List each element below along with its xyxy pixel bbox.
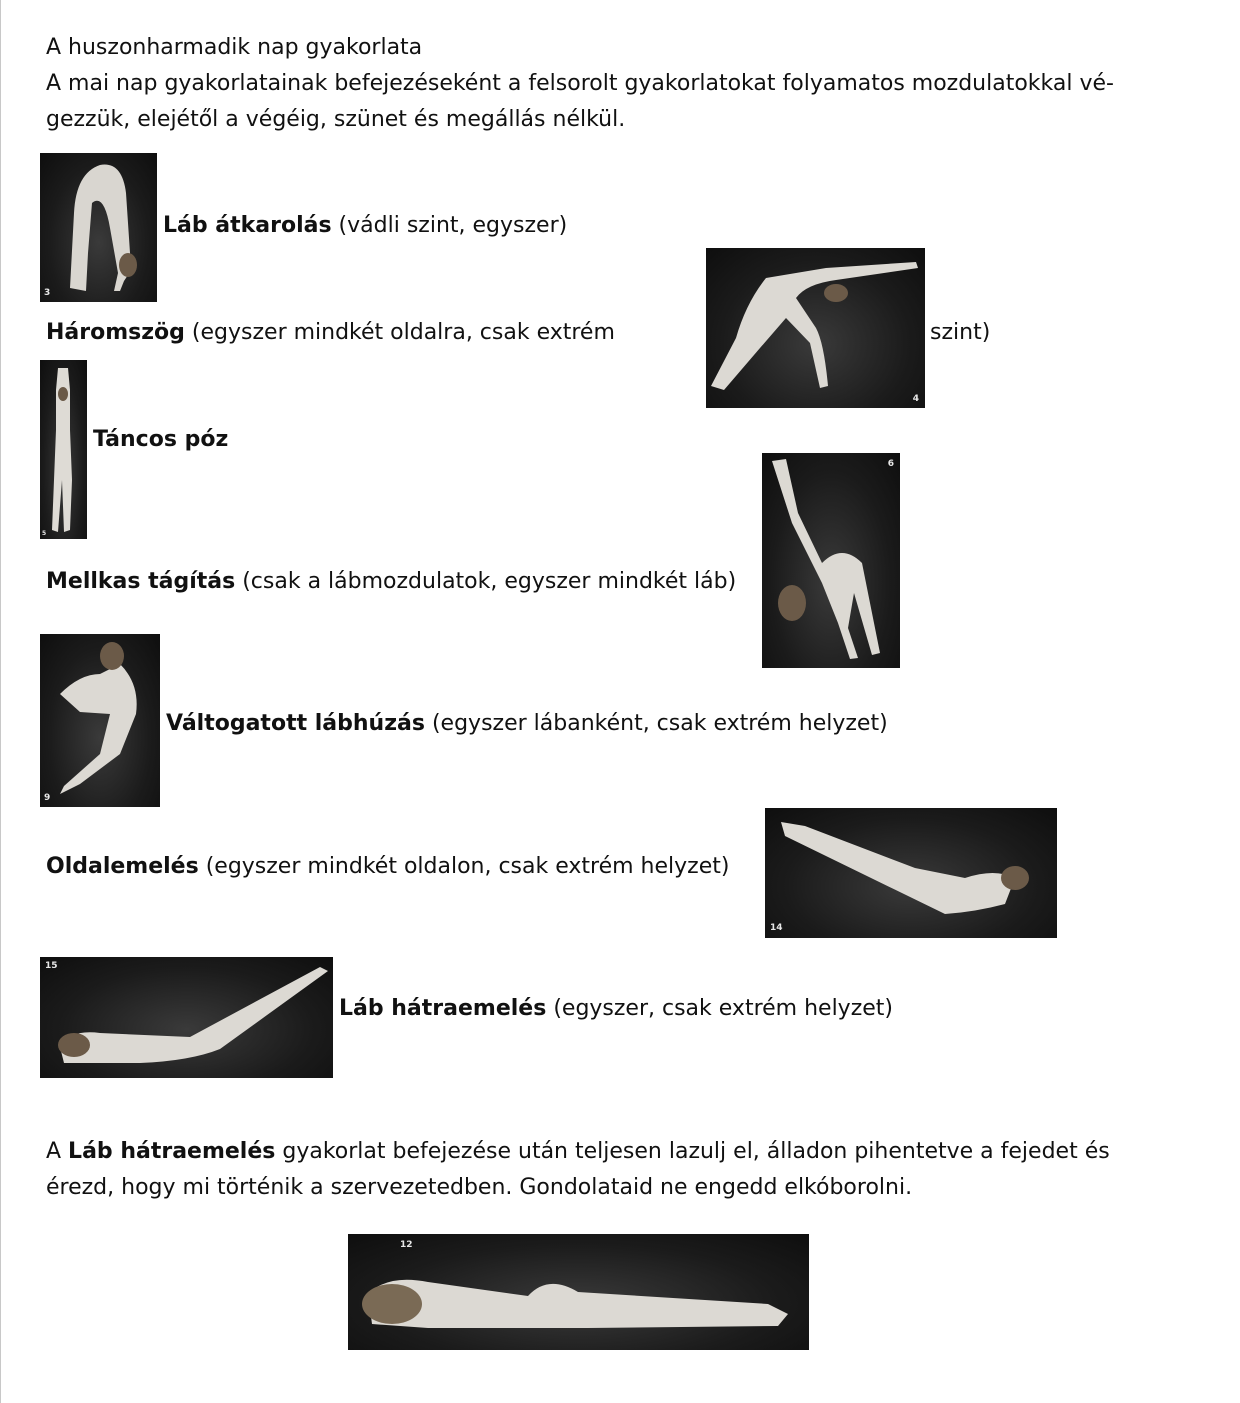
intro-line-1: A mai nap gyakorlatainak befejezéseként a felsorolt gyakorlatokat folyamatos mozdulatokkal vé- xyxy=(46,71,1114,96)
photo-number: 9 xyxy=(44,793,51,803)
exercise-name: Mellkas tágítás xyxy=(46,569,236,594)
exercise-triangle-end: szint) xyxy=(930,320,991,345)
exercise-leg-hug xyxy=(163,208,567,244)
photo-number: 14 xyxy=(770,923,783,933)
page-title: A huszonharmadik nap gyakorlata xyxy=(46,35,423,60)
photo-number: 5 xyxy=(42,530,47,537)
photo-number: 4 xyxy=(912,394,919,404)
exercise-name: Háromszög xyxy=(46,320,185,345)
exercise-detail: (egyszer lábanként, csak extrém helyzet) xyxy=(424,711,888,736)
rest-pose-photo xyxy=(348,1234,809,1350)
exercise-side-raise xyxy=(46,849,729,885)
exercise-photo-side-raise xyxy=(765,808,1057,938)
exercise-photo-chest-expansion xyxy=(762,453,900,668)
exercise-detail: (egyszer mindkét oldalon, csak extrém helyzet) xyxy=(198,854,730,879)
exercise-name: Oldalemelés xyxy=(46,854,199,879)
intro-line-2: gezzük, elejétől a végéig, szünet és megállás nélkül. xyxy=(46,107,626,132)
exercise-alternate-leg-pull xyxy=(166,706,888,742)
photo-number: 12 xyxy=(400,1240,413,1250)
exercise-photo-triangle xyxy=(706,248,925,408)
exercise-detail: (egyszer mindkét oldalra, csak extrém xyxy=(184,320,615,345)
exercise-dancer xyxy=(93,422,228,458)
exercise-photo-dancer xyxy=(40,360,87,539)
exercise-detail: (vádli szint, egyszer) xyxy=(331,213,568,238)
photo-number: 15 xyxy=(45,961,58,971)
exercise-name: Láb hátraemelés xyxy=(339,996,547,1021)
exercise-photo-alternate-leg-pull xyxy=(40,634,160,807)
exercise-leg-back-raise xyxy=(339,991,893,1027)
exercise-name: Láb átkarolás xyxy=(163,213,332,238)
closing-line-2: érezd, hogy mi történik a szervezetedben. Gondolataid ne engedd elkóborolni. xyxy=(46,1175,913,1200)
exercise-name: Táncos póz xyxy=(93,427,229,452)
photo-number: 6 xyxy=(887,459,894,469)
exercise-detail: (egyszer, csak extrém helyzet) xyxy=(546,996,893,1021)
exercise-photo-leg-back-raise xyxy=(40,957,333,1078)
exercise-photo-leg-hug xyxy=(40,153,157,302)
exercise-chest-expansion xyxy=(46,564,736,600)
closing-line-1 xyxy=(46,1134,1110,1170)
exercise-triangle xyxy=(46,315,615,351)
exercise-detail: (csak a lábmozdulatok, egyszer mindkét láb) xyxy=(235,569,737,594)
closing-bold: Láb hátraemelés xyxy=(68,1139,276,1164)
closing-rest: gyakorlat befejezése után teljesen lazulj el, álladon pihentetve a fejedet és xyxy=(275,1139,1110,1164)
closing-prefix: A xyxy=(46,1139,69,1164)
photo-number: 3 xyxy=(44,288,51,298)
exercise-name: Váltogatott lábhúzás xyxy=(166,711,425,736)
